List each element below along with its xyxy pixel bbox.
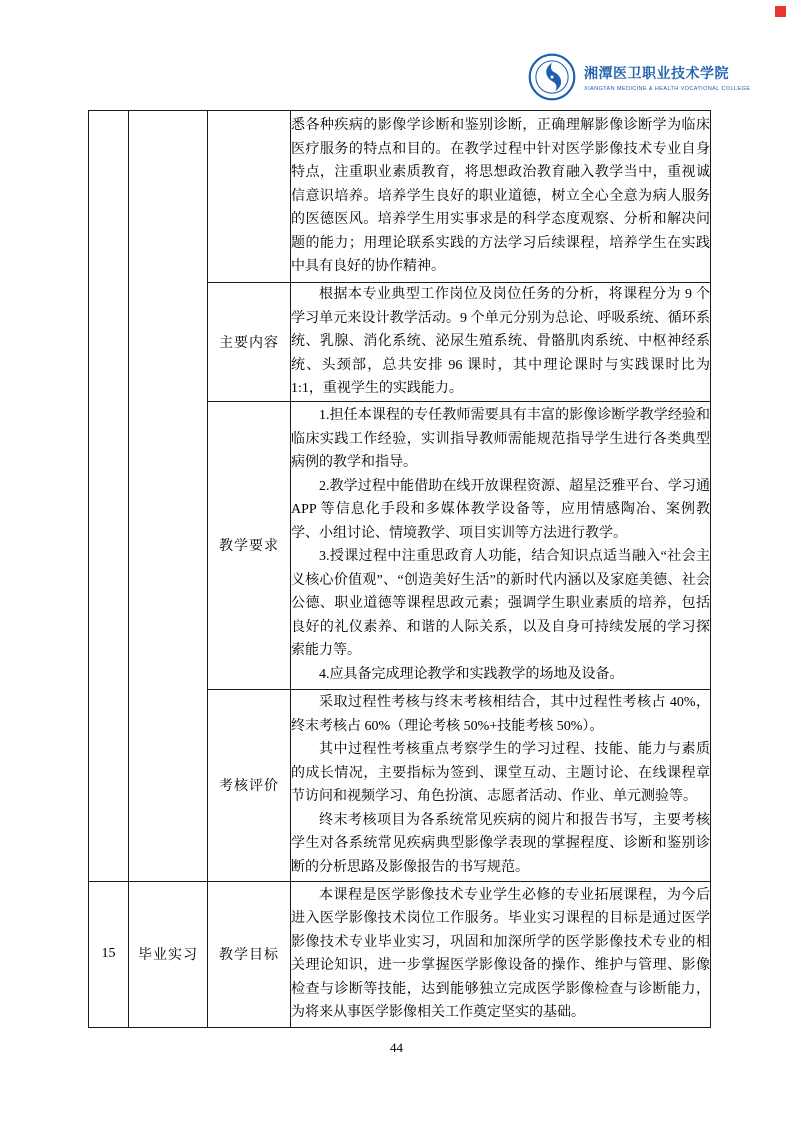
content-paragraph: 采取过程性考核与终末考核相结合，其中过程性考核占 40%，终末考核占 60%（理论考核 50%+技能考核 50%）。: [291, 695, 710, 734]
table-row-graduation-internship: [89, 881, 711, 1027]
row-content-cell: [291, 401, 711, 689]
row-label-cell: [208, 111, 291, 283]
content-paragraph: 1.担任本课程的专任教师需要具有丰富的影像诊断学教学经验和临床实践工作经验，实训指导教师需能规范指导学生进行各类典型病例的教学和指导。: [291, 408, 710, 470]
content-paragraph: 本课程是医学影像技术专业学生必修的专业拓展课程，为今后进入医学影像技术岗位工作服务。毕业实习课程的目标是通过医学影像技术专业毕业实习，巩固和加深所学的医学影像技术专业的相关理论知识，进一步掌握医学影像设备的操作、维护与管理、影像检查与诊断等技能，达到能够独立完成医学影像检查与诊断能力，为将来从事医学影像相关工作奠定坚实的基础。: [291, 887, 710, 1020]
content-paragraph: 3.授课过程中注重思政育人功能，结合知识点适当融入“社会主义核心价值观”、“创造美好生活”的新时代内涵以及家庭美德、社会公德、职业道德等课程思政元素；强调学生职业素质的培养，包括良好的礼仪素养、和谐的人际关系，以及自身可持续发展的学习探索能力等。: [291, 549, 710, 658]
table-row-continued: [89, 111, 711, 283]
content-paragraph: 2.教学过程中能借助在线开放课程资源、超星泛雅平台、学习通 APP 等信息化手段和多媒体教学设备等，应用情感陶冶、案例教学、小组讨论、情境教学、项目实训等方法进行教学。: [291, 478, 710, 541]
content-paragraph: 悉各种疾病的影像学诊断和鉴别诊断，正确理解影像诊断学为临床医疗服务的特点和目的。在教学过程中针对医学影像技术专业自身特点，注重职业素质教育，将思想政治教育融入教学当中，重视诚信意识培养。培养学生良好的职业道德，树立全心全意为病人服务的医德医风。培养学生用实事求是的科学态度观察、分析和解决问题的能力；用理论联系实践的方法学习后续课程，培养学生在实践中具有良好的协作精神。: [291, 118, 710, 275]
row-content-cell: [291, 283, 711, 402]
course-index-cell: 15: [89, 881, 129, 1027]
college-name-block: [584, 63, 750, 92]
corner-marker: [775, 6, 786, 17]
row-label-cell: 主要内容: [208, 283, 291, 402]
content-paragraph: 根据本专业典型工作岗位及岗位任务的分析，将课程分为 9 个学习单元来设计教学活动。9 个单元分别为总论、呼吸系统、循环系统、乳腺、消化系统、泌尿生殖系统、骨骼肌肉系统、中枢神经系统、头颈部，总共安排 96 课时，其中理论课时与实践课时比为 1:1，重视学生的实践能力。: [291, 287, 710, 396]
college-logo: [528, 53, 750, 101]
course-index-cell: [89, 111, 129, 882]
college-emblem-icon: [528, 53, 576, 101]
row-label-cell: 考核评价: [208, 689, 291, 881]
row-content-cell: [291, 689, 711, 881]
content-paragraph: 终末考核项目为各系统常见疾病的阅片和报告书写，主要考核学生对各系统常见疾病典型影像学表现的掌握程度、诊断和鉴别诊断的分析思路及影像报告的书写规范。: [291, 812, 710, 875]
content-paragraph: 其中过程性考核重点考察学生的学习过程、技能、能力与素质的成长情况，主要指标为签到、课堂互动、主题讨论、在线课程章节访问和视频学习、角色扮演、志愿者活动、作业、单元测验等。: [291, 742, 710, 804]
college-name-en: XIANGTAN MEDICINE & HEALTH VOCATIONAL COLLEGE: [584, 85, 751, 92]
course-syllabus-table: [88, 110, 711, 1028]
college-name-zh: 湘潭医卫职业技术学院: [584, 66, 729, 82]
row-content-cell: [291, 111, 711, 283]
row-content-cell: [291, 881, 711, 1027]
course-name-cell: [129, 111, 208, 882]
row-label-cell: 教学要求: [208, 401, 291, 689]
row-label-cell: 教学目标: [208, 881, 291, 1027]
course-name-cell: 毕业实习: [129, 881, 208, 1027]
page-number: 44: [390, 1040, 403, 1055]
content-paragraph: 4.应具备完成理论教学和实践教学的场地及设备。: [319, 666, 624, 682]
